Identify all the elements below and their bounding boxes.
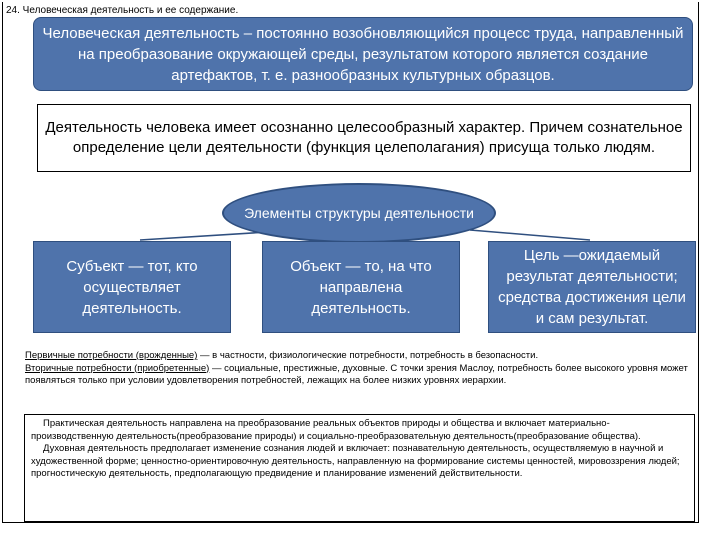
spiritual-text: предполагает изменение сознания людей и включает: познавательную деятельность, осуществляемую в научной и художественной форме; ценностно-ориентировочную деятельность, направленную на формирование системы ценностей, мировоззрения людей; прогностическую деятельность, предполагающую предвидение и планирование изменений действительности. (31, 443, 680, 479)
object-text: Объект — то, на что направлена деятельность. (290, 257, 432, 317)
activity-types-box (24, 414, 695, 522)
practical-term: Практическая деятельность (43, 418, 167, 429)
secondary-needs-term: Вторичные потребности (приобретенные) (25, 362, 210, 374)
practical-text: направлена на преобразование реальных объектов природы и общества и включает материально-производственную деятельность(преобразование природы) и социально-преобразовательную деятельность(преобразование общества). (31, 418, 641, 442)
spiritual-term: Духовная деятельность (43, 443, 148, 454)
structure-ellipse (222, 183, 496, 243)
banner-text: Человеческая деятельность – постоянно возобновляющийся процесс труда, направленный на преобразование окружающей среды, результатом которого является создание артефактов, т. е. разнообразных культурных образцов. (42, 24, 684, 84)
goal-box (488, 241, 696, 333)
subject-text: Субъект — тот, кто осуществляет деятельность. (66, 257, 198, 317)
structure-title: Элементы структуры деятельности (244, 204, 474, 221)
primary-needs (25, 350, 695, 363)
page-title: 24. Человеческая деятельность и ее содержание. (6, 5, 239, 16)
primary-needs-text: — в частности, физиологические потребности, потребность в безопасности. (197, 350, 539, 361)
spiritual-activity (31, 443, 686, 481)
subject-box (33, 241, 231, 333)
goal-text: Цель —ожидаемый результат деятельности; средства достижения цели и сам результат. (498, 247, 686, 327)
practical-activity (31, 418, 686, 443)
needs-section (25, 350, 695, 388)
secondary-needs-text: — социальные, престижные, духовные. С точки зрения Маслоу, потребность более высокого уровня может появляться только при условии удовлетворения потребностей, лежащих на более низких уровнях иерархии. (25, 362, 688, 386)
connector-goal (470, 230, 590, 240)
object-box (262, 241, 460, 333)
purpose-text: Деятельность человека имеет осознанно целесообразный характер. Причем сознательное определение цели деятельности (функция целеполагания) присуща только людям. (45, 119, 683, 156)
secondary-needs (25, 363, 695, 388)
primary-needs-term: Первичные потребности (врожденные) (25, 350, 198, 361)
